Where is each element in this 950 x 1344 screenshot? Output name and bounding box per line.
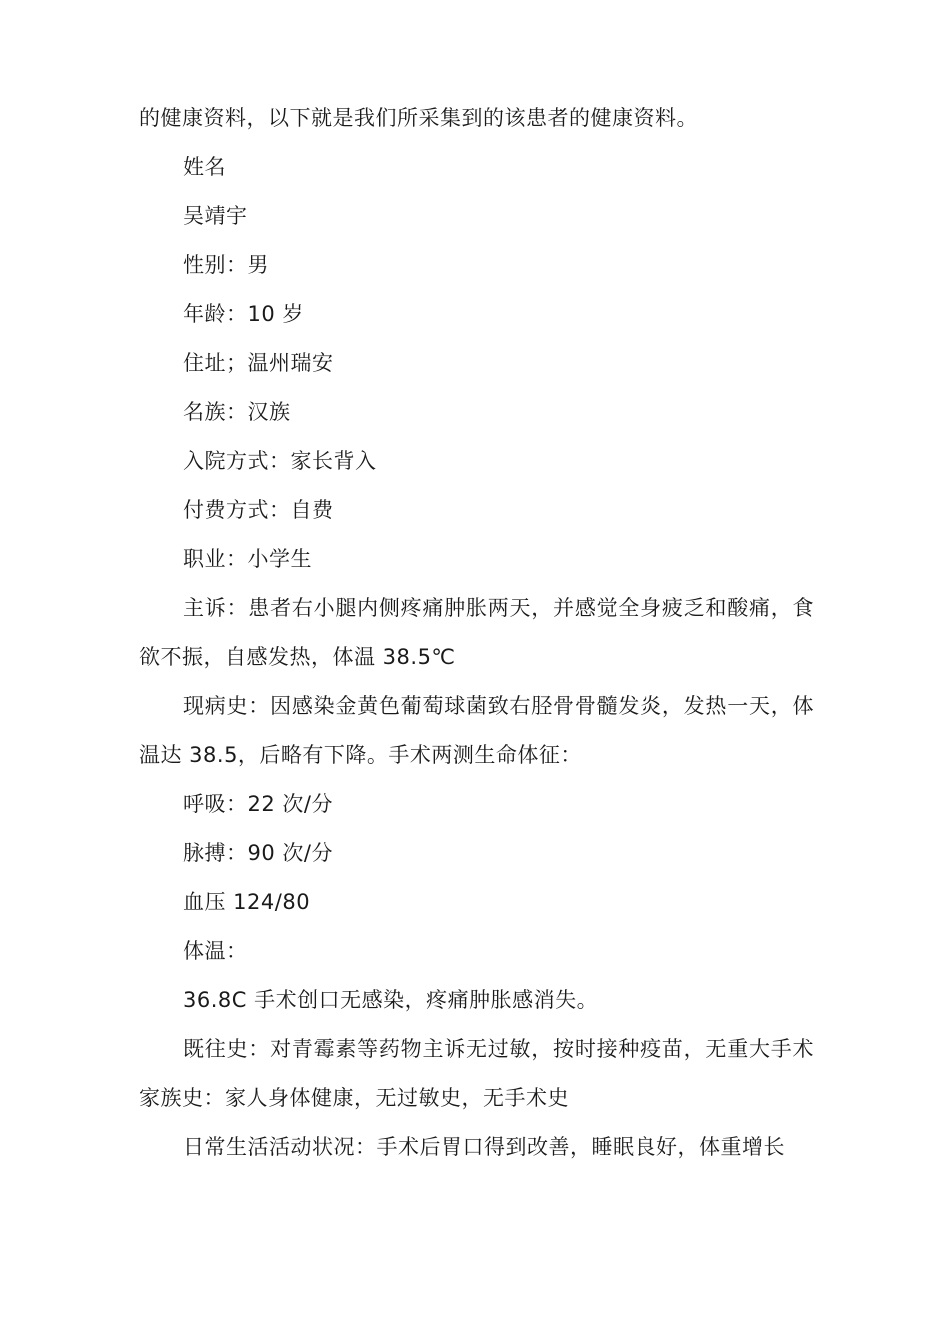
paragraph-temperature-label: 体温： [183,939,248,963]
paragraph-gender: 性别：男 [183,253,269,277]
paragraph-chief-complaint: 主诉：患者右小腿内侧疼痛肿胀两天，并感觉全身疲乏和酸痛，食欲不振，自感发热，体温 38.5℃ [139,596,814,669]
paragraph-present-illness: 现病史：因感染金黄色葡萄球菌致右胫骨骨髓发炎，发热一天，体温达 38.5，后略有下降。手术两测生命体征： [139,694,814,767]
paragraph-daily-activities: 日常生活活动状况：手术后胃口得到改善，睡眠良好，体重增长 [183,1135,785,1159]
paragraph-name-value: 吴靖宇 [183,204,248,228]
paragraph-respiration: 呼吸：22 次/分 [183,792,333,816]
paragraph-payment-method: 付费方式：自费 [183,498,334,522]
paragraph-past-history: 既往史：对青霉素等药物主诉无过敏，按时接种疫苗，无重大手术家族史：家人身体健康，无过敏史，无手术史 [139,1037,814,1110]
paragraph-name-label: 姓名 [183,155,226,179]
paragraph-address: 住址；温州瑞安 [183,351,334,375]
paragraph-temperature-value: 36.8C 手术创口无感染，疼痛肿胀感消失。 [183,988,599,1012]
paragraph-blood-pressure: 血压 124/80 [183,890,311,914]
paragraph-occupation: 职业：小学生 [183,547,312,571]
paragraph-ethnicity: 名族：汉族 [183,400,291,424]
paragraph-admission-method: 入院方式：家长背入 [183,449,377,473]
paragraph-age: 年龄：10 岁 [183,302,304,326]
paragraph-intro: 的健康资料，以下就是我们所采集到的该患者的健康资料。 [139,106,698,130]
document-body [139,94,814,1172]
paragraph-pulse: 脉搏：90 次/分 [183,841,333,865]
